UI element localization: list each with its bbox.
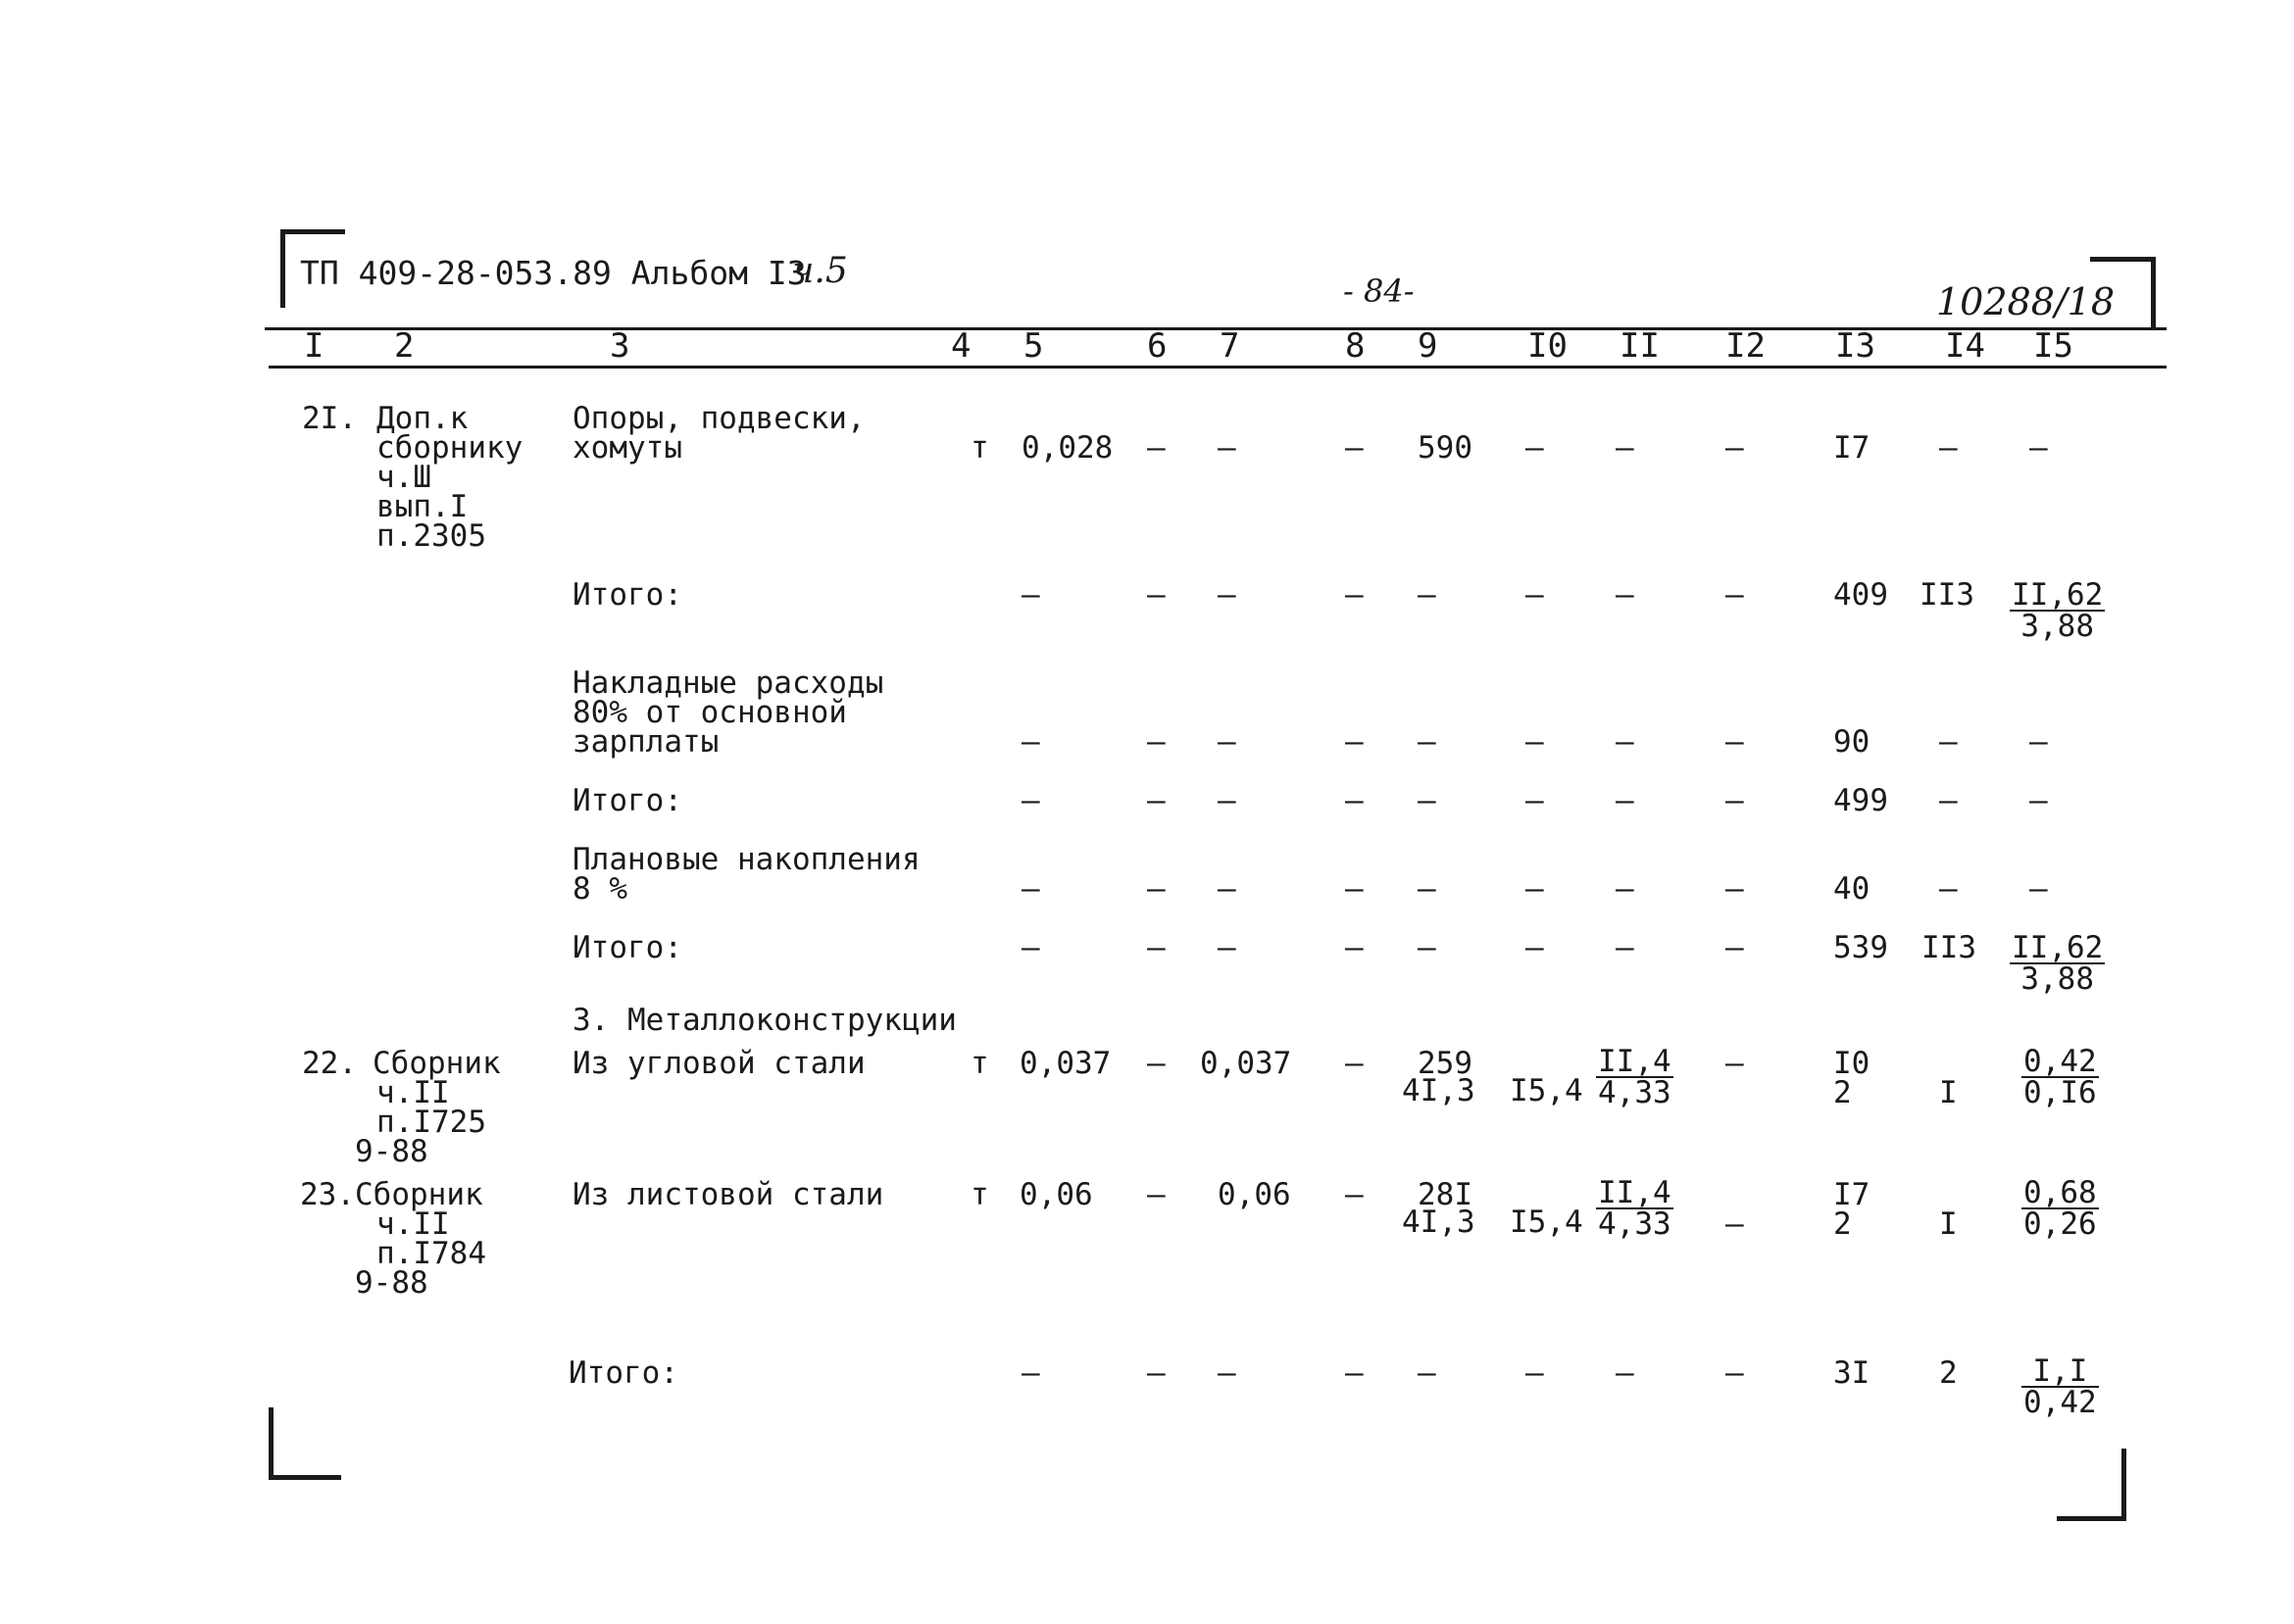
cell-col11: – — [1616, 871, 1634, 907]
source-line: 9-88 — [355, 1265, 428, 1301]
cell-col9: – — [1418, 783, 1436, 818]
column-number: II — [1620, 326, 1660, 366]
item-name-line: Опоры, подвески, — [573, 401, 866, 436]
cell-col8: – — [1345, 783, 1364, 818]
column-number: 7 — [1220, 326, 1240, 366]
handwritten-part: ч.5 — [792, 251, 848, 291]
source-line: сборнику — [376, 430, 524, 466]
unit-cell: т — [971, 1177, 989, 1212]
fraction-col11 — [1596, 1044, 1673, 1110]
cell-col13-top: I0 — [1833, 1046, 1870, 1081]
cell-col13-bottom: 2 — [1833, 1206, 1852, 1242]
cell-col7: 0,06 — [1218, 1177, 1291, 1212]
sheet-reference: 10288/18 — [1936, 280, 2116, 323]
cell-col10: – — [1525, 577, 1544, 613]
fraction-col15 — [2021, 1044, 2099, 1110]
cell-col7: – — [1218, 724, 1236, 760]
cell-col7: – — [1218, 783, 1236, 818]
cell-col9: – — [1418, 930, 1436, 965]
cell-col11: – — [1616, 1355, 1634, 1391]
fraction-top: 0,42 — [2023, 1044, 2097, 1079]
fraction-bottom: 3,88 — [2020, 609, 2094, 644]
cell-col12: – — [1725, 783, 1744, 818]
column-number: I4 — [1945, 326, 1985, 366]
fraction-top: II,62 — [2012, 577, 2104, 613]
cell-col11: – — [1616, 930, 1634, 965]
cell-col5: 0,028 — [1022, 430, 1114, 466]
cell-col9-top: 28I — [1418, 1177, 1472, 1212]
fraction-bottom: 0,26 — [2023, 1206, 2097, 1242]
cell-col10: – — [1525, 724, 1544, 760]
column-number: 6 — [1147, 326, 1168, 366]
cell-col11: – — [1616, 430, 1634, 466]
unit-cell: т — [971, 430, 989, 466]
column-number: I5 — [2033, 326, 2073, 366]
fraction-col15 — [2010, 577, 2105, 644]
document-header: ТП 409-28-053.89 Альбом I3 — [300, 254, 807, 292]
cell-col5: – — [1022, 577, 1040, 613]
cell-col13: I7 — [1833, 430, 1870, 466]
cell-col9: – — [1418, 871, 1436, 907]
cell-col12: – — [1725, 871, 1744, 907]
cell-col10: – — [1525, 430, 1544, 466]
cell-col6: – — [1147, 1177, 1166, 1212]
cell-col5: – — [1022, 930, 1040, 965]
cell-col14: I — [1939, 1075, 1958, 1110]
cell-col10: I5,4 — [1510, 1073, 1583, 1108]
row-number: 23. — [300, 1177, 355, 1212]
row-number: 2I. — [302, 401, 357, 436]
header-rule-top — [265, 327, 2167, 330]
cell-col7: – — [1218, 1355, 1236, 1391]
source-line: вып.I — [376, 489, 469, 524]
fraction-bottom: 0,42 — [2023, 1385, 2097, 1420]
cell-col14: – — [1939, 430, 1958, 466]
fraction-col15 — [2021, 1175, 2099, 1242]
cell-col12: – — [1725, 577, 1744, 613]
source-line: п.2305 — [376, 518, 486, 554]
cell-col13: 539 — [1833, 930, 1888, 965]
cell-col10: – — [1525, 871, 1544, 907]
cell-col13-top: I7 — [1833, 1177, 1870, 1212]
cell-col5: 0,037 — [1020, 1046, 1112, 1081]
total-label: Итого: — [573, 930, 682, 965]
cell-col14: I — [1939, 1206, 1958, 1242]
cell-col9-top: 259 — [1418, 1046, 1472, 1081]
cell-col9: – — [1418, 577, 1436, 613]
column-number: 5 — [1023, 326, 1044, 366]
cell-col7: – — [1218, 577, 1236, 613]
item-name-line: хомуты — [573, 430, 682, 466]
fraction-top: II,62 — [2012, 930, 2104, 965]
cell-col14: – — [1939, 724, 1958, 760]
source-line: Доп.к — [376, 401, 469, 436]
cell-col8: – — [1345, 1177, 1364, 1212]
source-line: ч.II — [376, 1075, 450, 1110]
item-name: Из листовой стали — [573, 1177, 884, 1212]
fraction-top: II,4 — [1598, 1044, 1671, 1079]
cell-col12: – — [1725, 430, 1744, 466]
cell-col6: – — [1147, 930, 1166, 965]
cell-col13: 499 — [1833, 783, 1888, 818]
fraction-top: 0,68 — [2023, 1175, 2097, 1210]
cell-col5: – — [1022, 1355, 1040, 1391]
cell-col9-bottom: 4I,3 — [1402, 1073, 1475, 1108]
cell-col10: – — [1525, 930, 1544, 965]
column-number: I2 — [1725, 326, 1766, 366]
unit-cell: т — [971, 1046, 989, 1081]
source-line: Сборник — [373, 1046, 501, 1081]
planned-label-line: 8 % — [573, 871, 627, 907]
item-name: Из угловой стали — [573, 1046, 866, 1081]
cell-col6: – — [1147, 577, 1166, 613]
header-rule-bottom — [269, 366, 2167, 369]
cell-col13: 409 — [1833, 577, 1888, 613]
source-line: 9-88 — [355, 1134, 428, 1169]
planned-label-line: Плановые накопления — [573, 842, 921, 877]
cell-col7: – — [1218, 871, 1236, 907]
cell-col6: – — [1147, 1046, 1166, 1081]
cell-col12: – — [1725, 1206, 1744, 1242]
fraction-bottom: 4,33 — [1598, 1075, 1671, 1110]
cell-col9: 590 — [1418, 430, 1472, 466]
cell-col7: – — [1218, 430, 1236, 466]
cell-col12: – — [1725, 1355, 1744, 1391]
row-number: 22. — [302, 1046, 357, 1081]
column-number: 4 — [951, 326, 972, 366]
column-number: I3 — [1835, 326, 1875, 366]
source-line: ч.Ш — [376, 460, 431, 495]
cell-col13: 3I — [1833, 1355, 1870, 1391]
cell-col8: – — [1345, 930, 1364, 965]
page-number: - 84- — [1343, 272, 1415, 310]
cell-col5: – — [1022, 783, 1040, 818]
cell-col14: – — [1939, 871, 1958, 907]
cell-col8: – — [1345, 724, 1364, 760]
fraction-bottom: 3,88 — [2020, 961, 2094, 997]
cell-col15: – — [2029, 783, 2048, 818]
overhead-label-line: 80% от основной — [573, 695, 847, 730]
cell-col13-bottom: 2 — [1833, 1075, 1852, 1110]
cell-col5: 0,06 — [1020, 1177, 1093, 1212]
cell-col11: – — [1616, 577, 1634, 613]
cell-col9-bottom: 4I,3 — [1402, 1205, 1475, 1240]
cell-col6: – — [1147, 724, 1166, 760]
cell-col13: 90 — [1833, 724, 1870, 760]
cell-col14: II3 — [1920, 577, 1974, 613]
column-number: 3 — [610, 326, 630, 366]
cell-col6: – — [1147, 430, 1166, 466]
cell-col10: – — [1525, 1355, 1544, 1391]
column-number: 2 — [394, 326, 415, 366]
fraction-top: II,4 — [1598, 1175, 1671, 1210]
cell-col12: – — [1725, 1046, 1744, 1081]
cell-col12: – — [1725, 930, 1744, 965]
cell-col8: – — [1345, 577, 1364, 613]
column-number: I0 — [1527, 326, 1568, 366]
total-label: Итого: — [573, 783, 682, 818]
cell-col12: – — [1725, 724, 1744, 760]
cell-col10: I5,4 — [1510, 1205, 1583, 1240]
fraction-col15 — [2021, 1353, 2099, 1420]
cell-col6: – — [1147, 871, 1166, 907]
cell-col9: – — [1418, 724, 1436, 760]
source-line: п.I725 — [376, 1105, 486, 1140]
column-number: I — [304, 326, 324, 366]
source-line: Сборник — [355, 1177, 483, 1212]
cell-col7: – — [1218, 930, 1236, 965]
fraction-bottom: 0,I6 — [2023, 1075, 2097, 1110]
cell-col15: – — [2029, 430, 2048, 466]
cell-col8: – — [1345, 871, 1364, 907]
fraction-col11 — [1596, 1175, 1673, 1242]
fraction-col15 — [2010, 930, 2105, 997]
cell-col6: – — [1147, 1355, 1166, 1391]
cell-col9: – — [1418, 1355, 1436, 1391]
cell-col5: – — [1022, 871, 1040, 907]
cell-col14: II3 — [1921, 930, 1976, 965]
cell-col14: – — [1939, 783, 1958, 818]
cell-col15: – — [2029, 724, 2048, 760]
fraction-top: I,I — [2021, 1356, 2099, 1388]
cell-col14: 2 — [1939, 1355, 1958, 1391]
cell-col10: – — [1525, 783, 1544, 818]
cell-col7: 0,037 — [1200, 1046, 1292, 1081]
column-number: 8 — [1345, 326, 1366, 366]
cell-col8: – — [1345, 1355, 1364, 1391]
total-label: Итого: — [573, 577, 682, 613]
overhead-label-line: Накладные расходы — [573, 665, 884, 701]
cell-col5: – — [1022, 724, 1040, 760]
fraction-bottom: 4,33 — [1598, 1206, 1671, 1242]
source-line: п.I784 — [376, 1236, 486, 1271]
cell-col15: – — [2029, 871, 2048, 907]
cell-col6: – — [1147, 783, 1166, 818]
total-label: Итого: — [569, 1355, 678, 1391]
cell-col8: – — [1345, 430, 1364, 466]
column-number: 9 — [1418, 326, 1438, 366]
source-line: ч.II — [376, 1206, 450, 1242]
cell-col11: – — [1616, 783, 1634, 818]
cell-col11: – — [1616, 724, 1634, 760]
cell-col8: – — [1345, 1046, 1364, 1081]
cell-col13: 40 — [1833, 871, 1870, 907]
section-heading: 3. Металлоконструкции — [573, 1003, 957, 1038]
overhead-label-line: зарплаты — [573, 724, 720, 760]
